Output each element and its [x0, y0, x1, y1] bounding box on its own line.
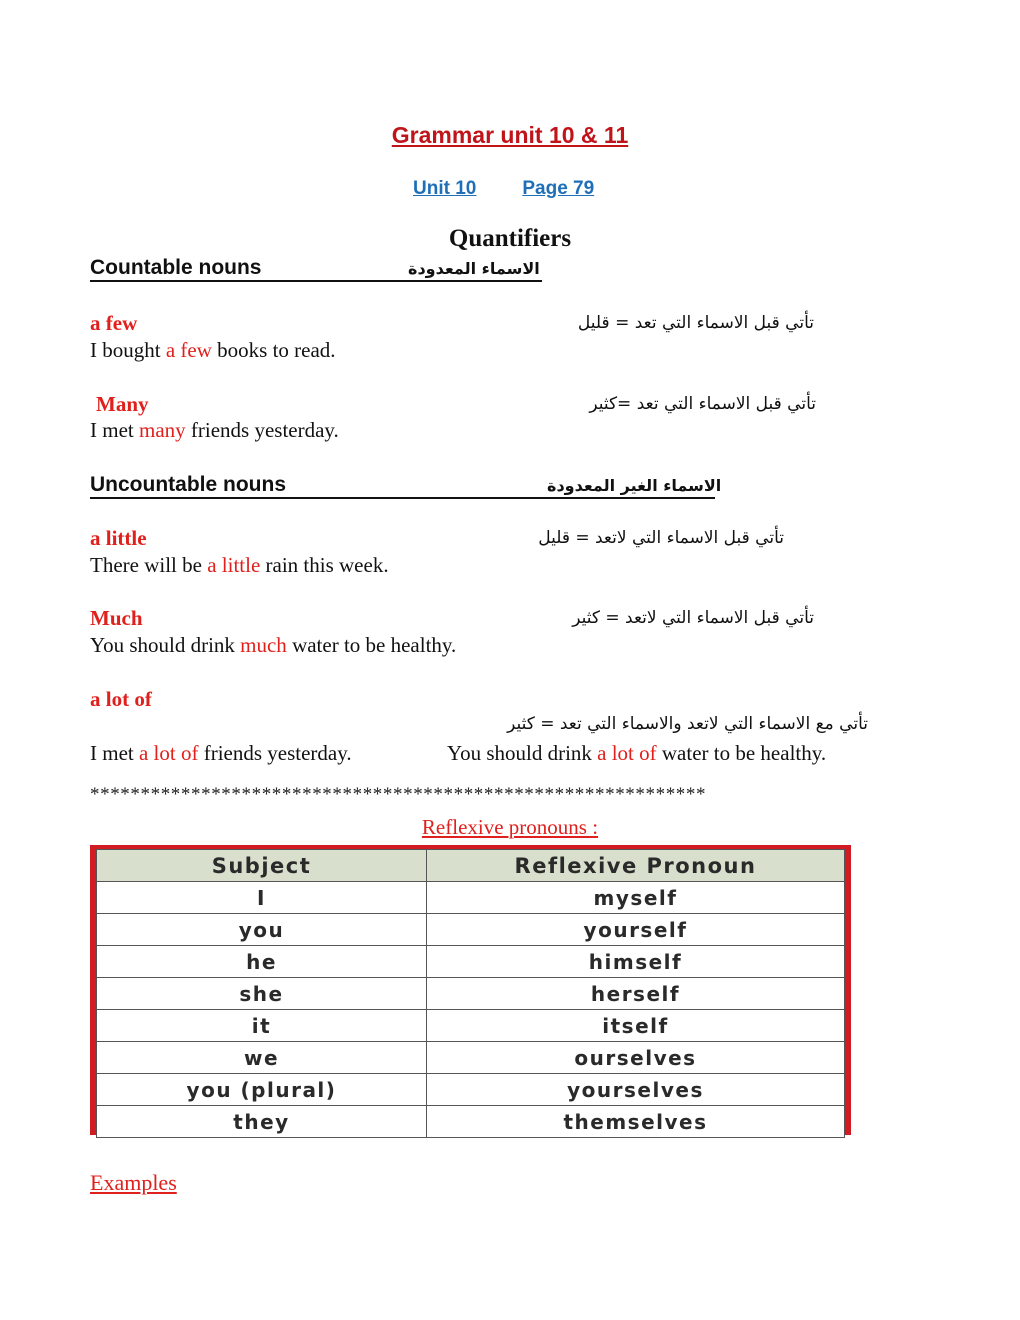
term-a-few: a few: [90, 311, 138, 335]
reflexive-cell: herself: [427, 978, 845, 1010]
uncountable-title: Uncountable nouns: [90, 473, 286, 496]
term-a-little: a little: [90, 526, 147, 550]
reflexive-cell: ourselves: [427, 1042, 845, 1074]
sentence-many: I met many friends yesterday.: [90, 418, 339, 442]
subject-cell: they: [97, 1106, 427, 1138]
subject-cell: he: [97, 946, 427, 978]
col-subject: Subject: [97, 850, 427, 882]
reflexive-cell: yourself: [427, 914, 845, 946]
countable-title: Countable nouns: [90, 256, 262, 279]
table-row: [97, 1106, 845, 1138]
reflexive-cell: themselves: [427, 1106, 845, 1138]
reflexive-cell: itself: [427, 1010, 845, 1042]
table-row: [97, 1010, 845, 1042]
table-row: [97, 1042, 845, 1074]
meaning-a-few: تأتي قبل الاسماء التي تعد = قليل: [577, 313, 814, 333]
term-many: Many: [96, 392, 149, 416]
countable-section-header: [90, 256, 542, 282]
table-row: [97, 914, 845, 946]
table-row: [97, 978, 845, 1010]
sentence-a-lot-of-2: You should drink a lot of water to be healthy.: [447, 741, 827, 765]
sentence-a-lot-of-1: I met a lot of friends yesterday.: [90, 741, 352, 765]
unit-label: Unit 10: [413, 178, 477, 199]
reflexive-cell: himself: [427, 946, 845, 978]
table-header-row: [97, 850, 845, 882]
subject-cell: we: [97, 1042, 427, 1074]
reflexive-table: [96, 849, 845, 1138]
subject-cell: you (plural): [97, 1074, 427, 1106]
reflexive-table-frame: [90, 845, 851, 1135]
reflexive-heading: Reflexive pronouns :: [421, 815, 599, 839]
sentence-much: You should drink much water to be healthy.: [90, 633, 457, 657]
reflexive-cell: yourselves: [427, 1074, 845, 1106]
uncountable-section-header: [90, 473, 722, 499]
reflexive-cell: myself: [427, 882, 845, 914]
quantifiers-heading: Quantifiers: [448, 225, 572, 252]
separator-line: *************************************************************: [90, 784, 707, 805]
meaning-many: تأتي قبل الاسماء التي تعد =كثير: [589, 394, 816, 414]
table-row: [97, 946, 845, 978]
meaning-a-lot-of: تأتي مع الاسماء التي لاتعد والاسماء التي تعد = كثير: [507, 714, 868, 734]
meaning-much: تأتي قبل الاسماء التي لاتعد = كثير: [572, 608, 814, 628]
sentence-a-little: There will be a little rain this week.: [90, 553, 389, 577]
term-a-lot-of: a lot of: [90, 687, 152, 711]
page-label: Page 79: [522, 178, 595, 199]
uncountable-title-ar: الاسماء الغير المعدودة: [547, 476, 722, 495]
meaning-a-little: تأتي قبل الاسماء التي لاتعد = قليل: [538, 528, 784, 548]
subject-cell: it: [97, 1010, 427, 1042]
sentence-a-few: I bought a few books to read.: [90, 338, 336, 362]
unit-page-line: [413, 178, 594, 200]
table-row: [97, 1074, 845, 1106]
subject-cell: you: [97, 914, 427, 946]
term-much: Much: [90, 606, 143, 630]
subject-cell: she: [97, 978, 427, 1010]
col-reflexive: Reflexive Pronoun: [427, 850, 845, 882]
examples-heading: Examples: [90, 1170, 177, 1195]
subject-cell: I: [97, 882, 427, 914]
countable-title-ar: الاسماء المعدودة: [408, 259, 540, 278]
page-title: Grammar unit 10 & 11: [391, 122, 629, 148]
table-row: [97, 882, 845, 914]
